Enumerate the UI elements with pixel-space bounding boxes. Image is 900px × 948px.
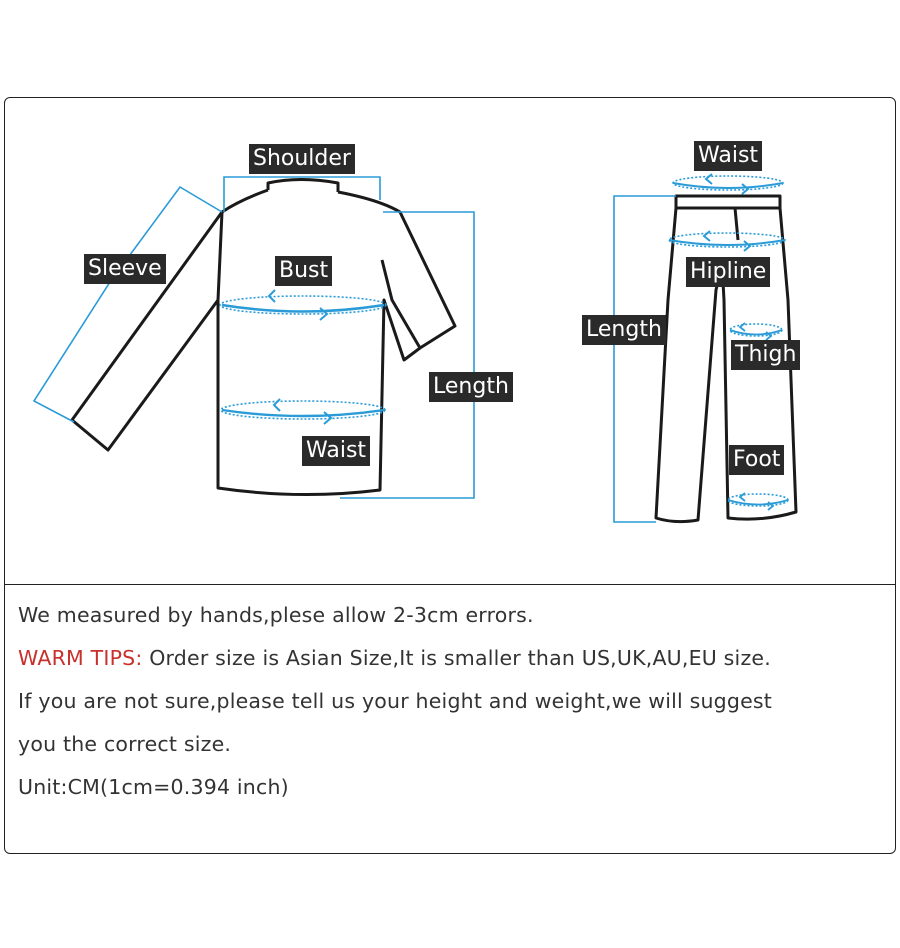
bust-label: Bust <box>275 256 332 286</box>
shoulder-label: Shoulder <box>249 144 355 174</box>
hipline-label: Hipline <box>686 257 770 287</box>
warm-tips-label: WARM TIPS: <box>18 646 143 670</box>
note-height-weight: If you are not sure,please tell us your height and weight,we will suggest <box>18 689 773 713</box>
warm-tips-text: Order size is Asian Size,It is smaller than US,UK,AU,EU size. <box>142 646 771 670</box>
foot-ellipse <box>728 493 788 510</box>
thigh-ellipse <box>730 323 782 340</box>
note-warm-tips <box>18 646 771 670</box>
note-unit: Unit:CM(1cm=0.394 inch) <box>18 775 289 799</box>
bust-ellipse <box>220 290 386 320</box>
hipline-ellipse <box>669 231 785 251</box>
pants-waist-ellipse <box>673 174 783 194</box>
sleeve-label: Sleeve <box>84 254 166 284</box>
note-correct-size: you the correct size. <box>18 732 232 756</box>
length-pants-label: Length <box>582 315 666 345</box>
shirt-outline <box>72 180 455 495</box>
pants-measure-lines <box>614 196 676 522</box>
note-errors: We measured by hands,plese allow 2-3cm errors. <box>18 603 534 627</box>
thigh-label: Thigh <box>731 340 800 370</box>
shirt-waist-ellipse <box>221 399 385 424</box>
foot-label: Foot <box>729 445 784 475</box>
waist-top-label: Waist <box>302 436 370 466</box>
waist-pants-label: Waist <box>694 141 762 171</box>
length-top-label: Length <box>429 372 513 402</box>
